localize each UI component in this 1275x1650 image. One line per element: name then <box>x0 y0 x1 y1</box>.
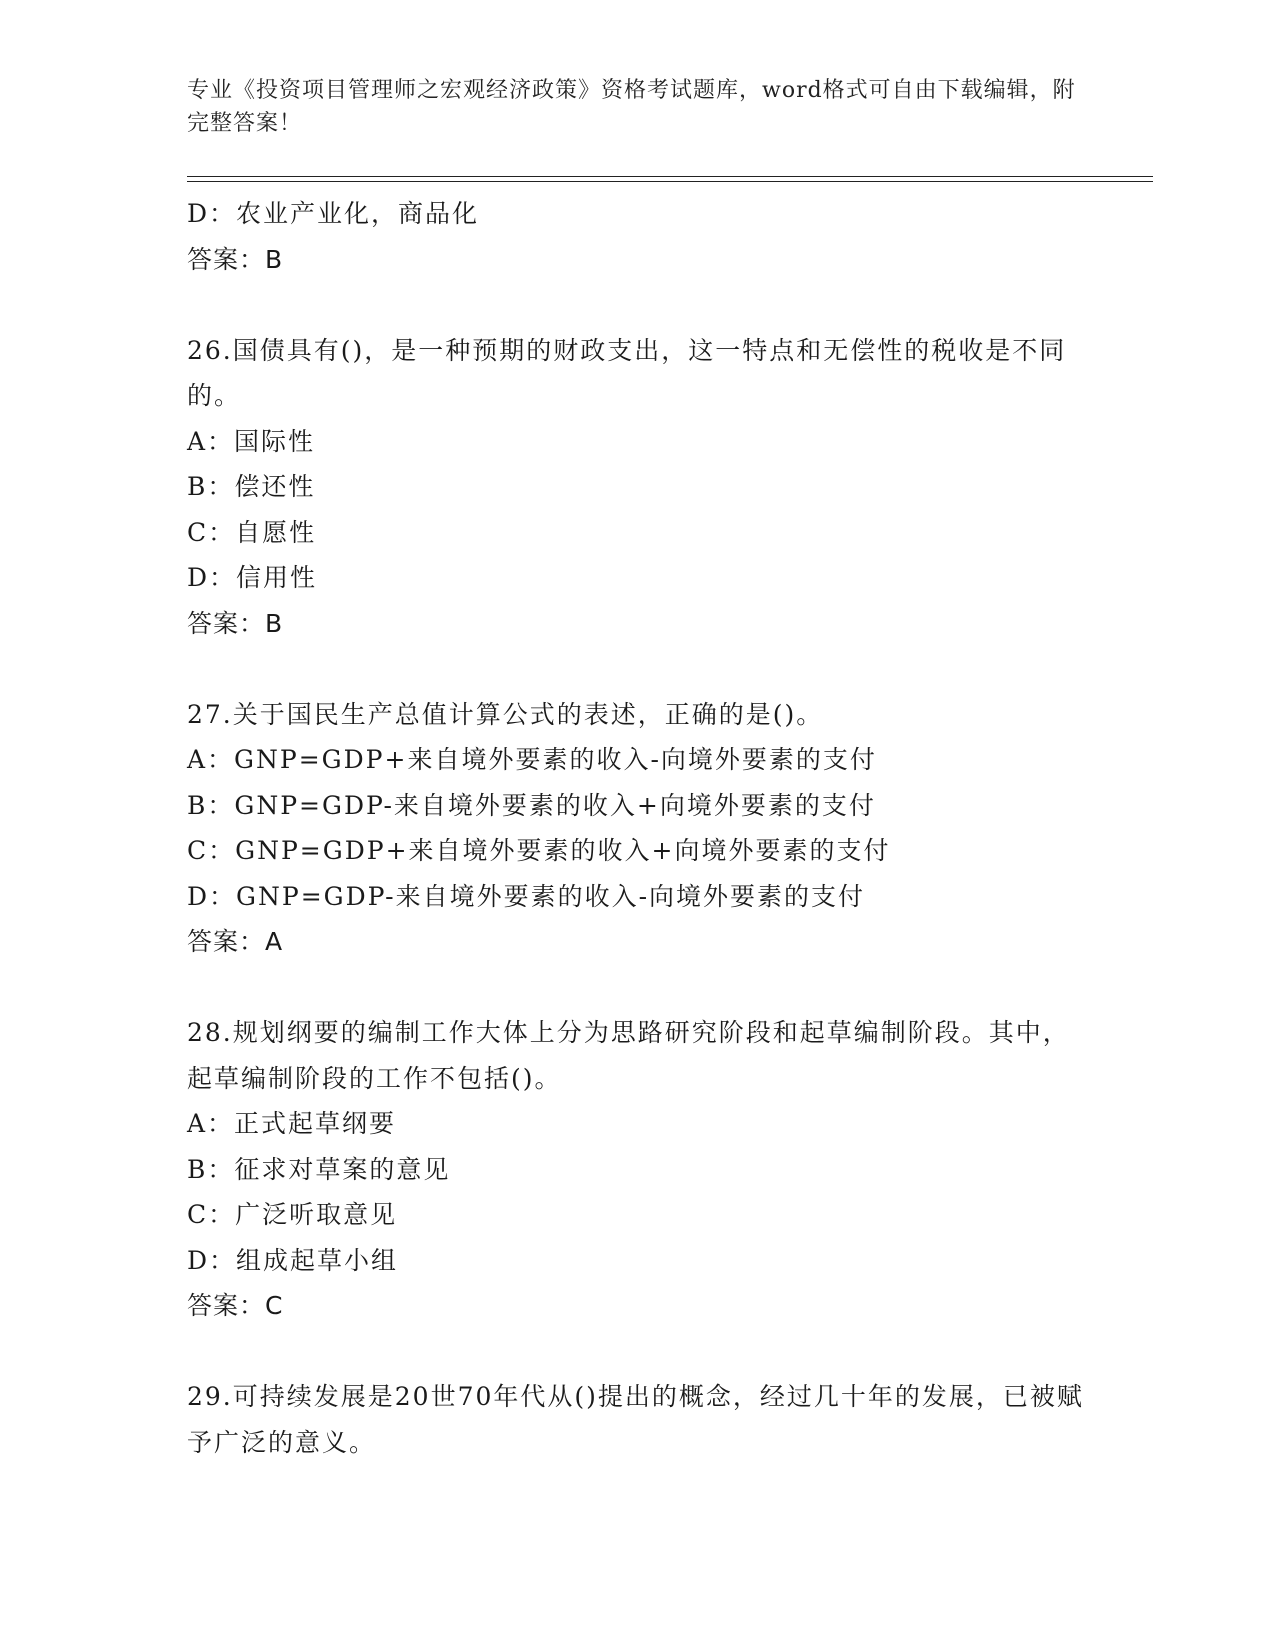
question-28 <box>187 1010 1087 1329</box>
question-spacer <box>187 965 1087 1011</box>
option-b: B：GNP=GDP-来自境外要素的收入+向境外要素的支付 <box>187 790 876 820</box>
header-title: 专业《投资项目管理师之宏观经济政策》资格考试题库，word格式可自由下载编辑，附完整答案！ <box>187 78 1076 136</box>
question-spacer <box>187 282 1087 328</box>
carry-over-option-d: D：农业产业化，商品化 <box>187 199 480 228</box>
question-stem: 28.规划纲要的编制工作大体上分为思路研究阶段和起草编制阶段。其中，起草编制阶段的工作不包括()。 <box>187 1018 1070 1093</box>
option-d: D：信用性 <box>187 563 318 592</box>
carry-over-answer: 答案：B <box>187 244 284 274</box>
option-a: A：GNP=GDP+来自境外要素的收入-向境外要素的支付 <box>187 745 877 774</box>
question-stem: 26.国债具有()，是一种预期的财政支出，这一特点和无偿性的税收是不同的。 <box>187 335 1067 410</box>
question-answer: 答案：C <box>187 1291 284 1320</box>
question-26 <box>187 328 1087 647</box>
question-spacer <box>187 1329 1087 1375</box>
question-list <box>187 191 1087 1465</box>
option-b: B：征求对草案的意见 <box>187 1154 451 1184</box>
question-answer: 答案：A <box>187 927 284 956</box>
question-answer: 答案：B <box>187 608 284 638</box>
question-27 <box>187 692 1087 965</box>
option-a: A：国际性 <box>187 426 316 456</box>
question-spacer <box>187 646 1087 692</box>
option-d: D：GNP=GDP-来自境外要素的收入-向境外要素的支付 <box>187 881 866 911</box>
option-d: D：组成起草小组 <box>187 1245 399 1275</box>
question-stem: 27.关于国民生产总值计算公式的表述，正确的是()。 <box>187 699 824 729</box>
header-double-rule <box>187 176 1153 182</box>
option-c: C：自愿性 <box>187 517 317 547</box>
option-b: B：偿还性 <box>187 472 316 501</box>
option-a: A：正式起草纲要 <box>187 1109 397 1138</box>
question-29 <box>187 1374 1087 1465</box>
page-header <box>187 74 1087 140</box>
option-c: C：GNP=GDP+来自境外要素的收入+向境外要素的支付 <box>187 836 891 865</box>
question-stem: 29.可持续发展是20世70年代从()提出的概念，经过几十年的发展，已被赋予广泛的意义。 <box>187 1382 1084 1457</box>
option-c: C：广泛听取意见 <box>187 1200 398 1229</box>
